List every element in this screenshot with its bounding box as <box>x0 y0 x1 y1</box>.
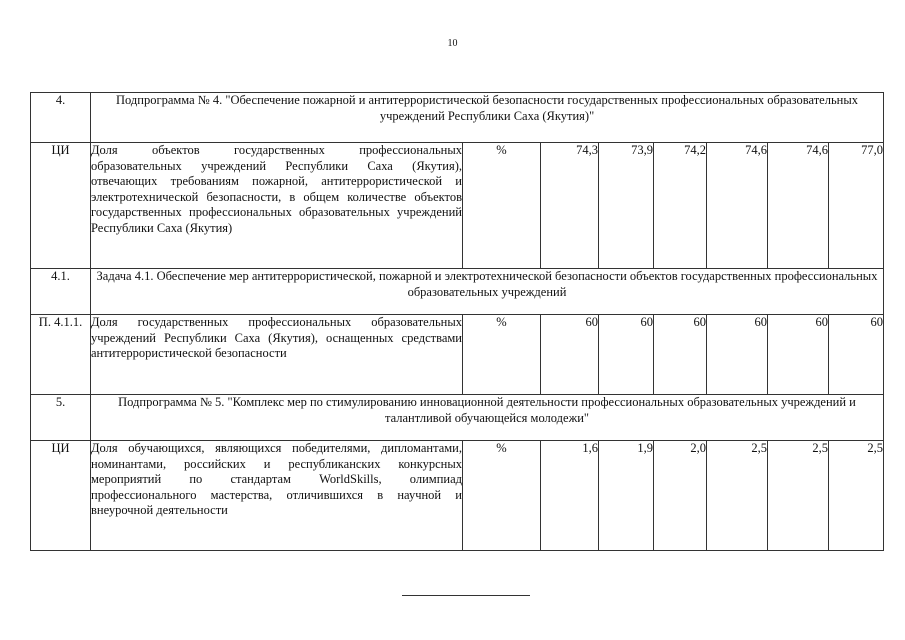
table-body <box>31 93 884 551</box>
row-code: ЦИ <box>31 143 91 269</box>
value-cell: 60 <box>768 315 829 395</box>
value-cell: 74,6 <box>768 143 829 269</box>
unit-cell: % <box>463 143 541 269</box>
section-row <box>31 269 884 315</box>
row-code: 4. <box>31 93 91 143</box>
section-title: Подпрограмма № 5. "Комплекс мер по стимулированию инновационной деятельности профессиональных образовательных учреждений и талантливой обучающейся молодежи" <box>91 395 884 441</box>
unit-cell: % <box>463 441 541 551</box>
indicator-row <box>31 441 884 551</box>
indicator-description: Доля обучающихся, являющихся победителями, дипломантами, номинантами, российских и республиканских конкурсных мероприятий по стандартам WorldSkills, олимпиад профессионального мастерства, отличившихся в научной и внеурочной деятельности <box>91 441 463 551</box>
value-cell: 74,2 <box>654 143 707 269</box>
value-cell: 60 <box>707 315 768 395</box>
indicator-row <box>31 315 884 395</box>
row-code: ЦИ <box>31 441 91 551</box>
page-number: 10 <box>447 38 458 49</box>
value-cell: 2,5 <box>768 441 829 551</box>
section-row <box>31 93 884 143</box>
value-cell: 60 <box>541 315 599 395</box>
value-cell: 2,0 <box>654 441 707 551</box>
value-cell: 60 <box>829 315 884 395</box>
unit-cell: % <box>463 315 541 395</box>
section-title: Задача 4.1. Обеспечение мер антитеррористической, пожарной и электротехнической безопасности объектов государственных профессиональных образовательных учреждений <box>91 269 884 315</box>
indicators-table <box>30 92 884 551</box>
value-cell: 73,9 <box>599 143 654 269</box>
section-row <box>31 395 884 441</box>
value-cell: 2,5 <box>829 441 884 551</box>
row-code: 5. <box>31 395 91 441</box>
value-cell: 74,6 <box>707 143 768 269</box>
indicator-description: Доля объектов государственных профессиональных образовательных учреждений Республики Саха (Якутия), отвечающих требованиям пожарной, антитеррористической и электротехнической безопасности, в общем количестве объектов государственных профессиональных образовательных учреждений Республики Саха (Якутия) <box>91 143 463 269</box>
row-code: П. 4.1.1. <box>31 315 91 395</box>
indicator-description: Доля государственных профессиональных образовательных учреждений Республики Саха (Якутия), оснащенных средствами антитеррористической безопасности <box>91 315 463 395</box>
value-cell: 2,5 <box>707 441 768 551</box>
value-cell: 60 <box>654 315 707 395</box>
indicator-row <box>31 143 884 269</box>
value-cell: 1,6 <box>541 441 599 551</box>
value-cell: 74,3 <box>541 143 599 269</box>
value-cell: 77,0 <box>829 143 884 269</box>
value-cell: 60 <box>599 315 654 395</box>
section-title: Подпрограмма № 4. "Обеспечение пожарной и антитеррористической безопасности государственных профессиональных образовательных учреждений Республики Саха (Якутия)" <box>91 93 884 143</box>
value-cell: 1,9 <box>599 441 654 551</box>
row-code: 4.1. <box>31 269 91 315</box>
footer-rule <box>402 595 530 596</box>
